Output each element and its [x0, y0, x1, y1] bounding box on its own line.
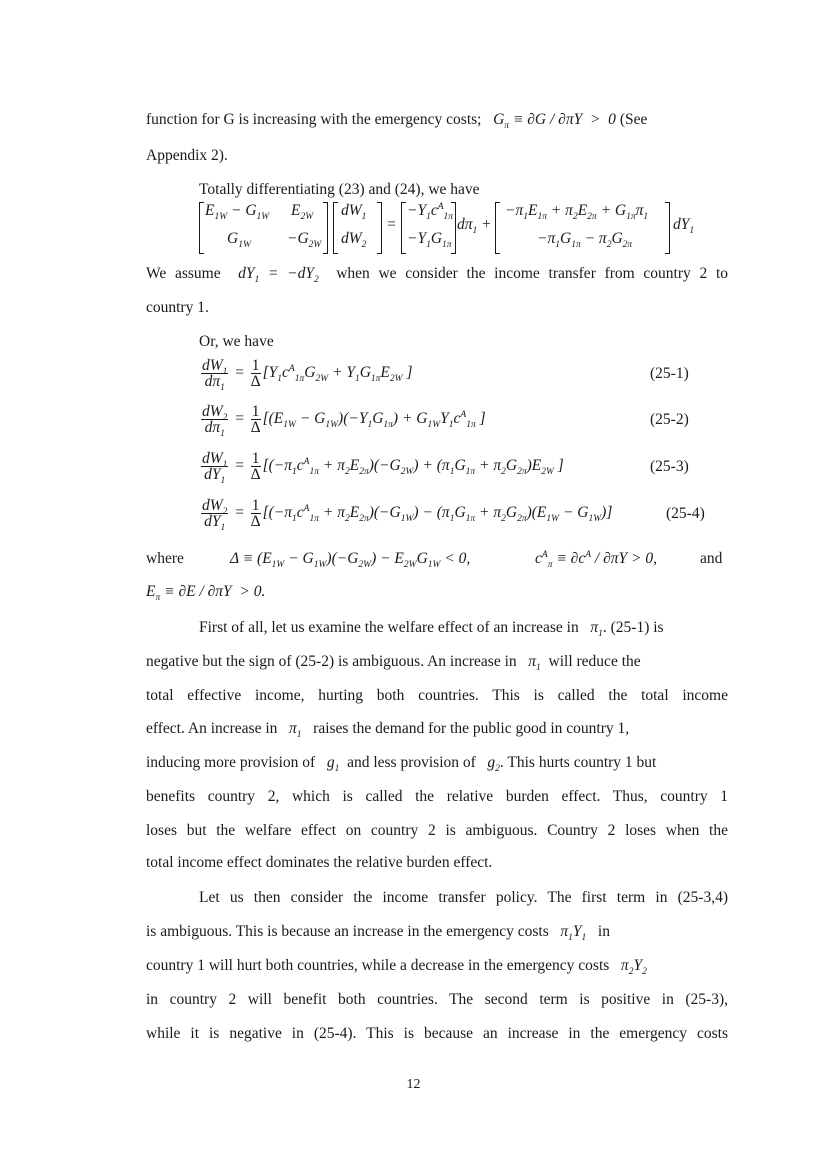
text-span: total effective income, hurting both countries. This is called the total income: [146, 687, 728, 704]
text-span: where: [146, 550, 184, 567]
text-line: [146, 753, 728, 773]
matrix-cell: $dW_2$: [341, 230, 367, 251]
text-span: while it is negative in (25-4). This is because an increase in the emergency costs: [146, 1025, 728, 1042]
text-span: (See: [619, 111, 648, 128]
text-line: [146, 922, 728, 942]
text-line: [199, 618, 728, 638]
page-number: 12: [406, 1077, 421, 1092]
inline-math: $G_\pi \equiv \partial G / \partial\pi Y > 0$: [485, 111, 616, 132]
inline-math: $E_\pi \equiv \partial E / \partial\pi Y > 0$.: [146, 583, 266, 604]
bracket: [451, 202, 456, 254]
inline-math: $\pi_2Y_2$: [613, 957, 647, 978]
matrix-cell: $E_{1W} - G_{1W}$: [205, 202, 270, 223]
text-span: . (25-1) is: [602, 619, 664, 636]
matrix-cell: $-\pi_1E_{1\pi} + \pi_2E_{2\pi} + G_{1\pi}\pi_1$: [505, 202, 649, 223]
text-line: [146, 264, 728, 284]
inline-math: $g_2$: [479, 754, 500, 775]
bracket: [401, 202, 406, 254]
matrix-cell: $dY_1$: [673, 216, 695, 237]
text-span: in country 2 will benefit both countries. The second term is positive in (25-3),: [146, 991, 728, 1008]
inline-math: $\pi_1$: [582, 619, 603, 640]
inline-math: $dY_1 = -dY_2$: [229, 265, 319, 286]
text-span: benefits country 2, which is called the relative burden effect. Thus, country 1: [146, 788, 728, 805]
text-line: [146, 990, 728, 1010]
matrix-cell: $-Y_1G_{1\pi}$: [407, 230, 452, 251]
matrix-cell: $-Y_1c^A_{1\pi}$: [407, 201, 454, 223]
text-span: effect. An increase in: [146, 720, 278, 737]
text-line: [199, 332, 781, 352]
equation-number: (25-2): [650, 411, 689, 428]
inline-math: $\Delta \equiv (E_{1W} - G_{1W})(-G_{2W}) - E_{2W}G_{1W} < 0$,: [230, 550, 471, 571]
text-span: when we consider the income transfer from country 2 to: [336, 265, 729, 282]
text-line: [146, 146, 728, 166]
text-line: [146, 956, 728, 976]
text-span: is ambiguous. This is because an increase in the emergency costs: [146, 923, 549, 940]
text-span: loses but the welfare effect on country 2 is ambiguous. Country 2 loses when the: [146, 822, 728, 839]
equation-25-4: $\frac{dW_2}{dY_1}$ = $\frac{1}{\Delta}$ $[(-\pi_1c^A_{1\pi} + \pi_2E_{2\pi})(-G_{1W}) - (\pi_1G_{1\pi} + \pi_2G_{2\pi})(E_{1W} - G_{1W})]$: [202, 496, 613, 533]
bracket: [333, 202, 338, 254]
text-span: total income effect dominates the relative burden effect.: [146, 854, 493, 871]
equals-sign: =: [387, 216, 396, 233]
text-span: Appendix 2).: [146, 147, 228, 164]
bracket: [377, 202, 382, 254]
matrix-cell: $-\pi_1G_{1\pi} - \pi_2G_{2\pi}$: [537, 230, 633, 251]
equation-25-2: $\frac{dW_2}{d\pi_1}$ = $\frac{1}{\Delta}$ [$(E_{1W} - G_{1W})(-Y_1G_{1\pi}) + G_{1W}Y_1c^A_{1\pi}$ ]: [202, 402, 486, 439]
text-line: [146, 686, 728, 706]
matrix-equation: [199, 200, 719, 256]
text-span: function for G is increasing with the emergency costs;: [146, 111, 482, 128]
inline-math: $g_1$: [319, 754, 340, 775]
text-span: We assume: [146, 265, 221, 282]
text-span: and less provision of: [347, 754, 476, 771]
text-span: country 1.: [146, 299, 209, 316]
equation-25-3: $\frac{dW_1}{dY_1}$ = $\frac{1}{\Delta}$ [$(-\pi_1c^A_{1\pi} + \pi_2E_{2\pi})(-G_{2W}) + (\pi_1G_{1\pi} + \pi_2G_{2\pi})E_{2W}$ ]: [202, 449, 564, 486]
equation-number: (25-3): [650, 458, 689, 475]
text-span: Let us then consider the income transfer policy. The first term in (25-3,4): [199, 889, 728, 906]
bracket: [323, 202, 328, 254]
text-line: [146, 298, 728, 318]
matrix-cell: $dW_1$: [341, 202, 367, 223]
bracket: [199, 202, 204, 254]
matrix-cell: $G_{1W}$: [227, 230, 251, 251]
matrix-cell: $E_{2W}$: [291, 202, 314, 223]
inline-math: $c^A_\pi \equiv \partial c^A / \partial\pi Y > 0$,: [535, 549, 657, 571]
inline-math: $\pi_1Y_1$: [552, 923, 587, 944]
text-line: [146, 821, 728, 841]
text-line: [199, 888, 728, 908]
text-line: [146, 719, 728, 739]
text-span: country 1 will hurt both countries, while a decrease in the emergency costs: [146, 957, 610, 974]
text-span: . This hurts country 1 but: [499, 754, 657, 771]
text-span: inducing more provision of: [146, 754, 316, 771]
text-span: negative but the sign of (25-2) is ambiguous. An increase in: [146, 653, 517, 670]
text-span: will reduce the: [548, 653, 641, 670]
text-span: raises the demand for the public good in country 1,: [313, 720, 630, 737]
inline-math: $\pi_1$: [281, 720, 302, 741]
text-line: [146, 1024, 728, 1044]
text-line: [146, 787, 728, 807]
text-line: [146, 652, 728, 672]
text-span: Or, we have: [199, 333, 274, 350]
text-line: [700, 549, 722, 569]
text-line: [146, 110, 728, 130]
text-span: in: [597, 923, 610, 940]
inline-math: $\pi_1$: [520, 653, 541, 674]
text-span: First of all, let us examine the welfare effect of an increase in: [199, 619, 579, 636]
text-line: [199, 180, 781, 200]
equation-number: (25-1): [650, 365, 689, 382]
bracket: [665, 202, 670, 254]
bracket: [495, 202, 500, 254]
equation-number: (25-4): [666, 505, 705, 522]
matrix-cell: $d\pi_1$ +: [457, 216, 492, 237]
text-span: Totally differentiating (23) and (24), we have: [199, 181, 480, 198]
matrix-cell: $-G_{2W}$: [287, 230, 322, 251]
equation-25-1: $\frac{dW_1}{d\pi_1}$ = $\frac{1}{\Delta}$ [$Y_1c^A_{1\pi}G_{2W} + Y_1G_{1\pi}E_{2W}$ ]: [202, 356, 413, 393]
text-span: and: [700, 550, 723, 567]
text-line: [146, 853, 728, 873]
